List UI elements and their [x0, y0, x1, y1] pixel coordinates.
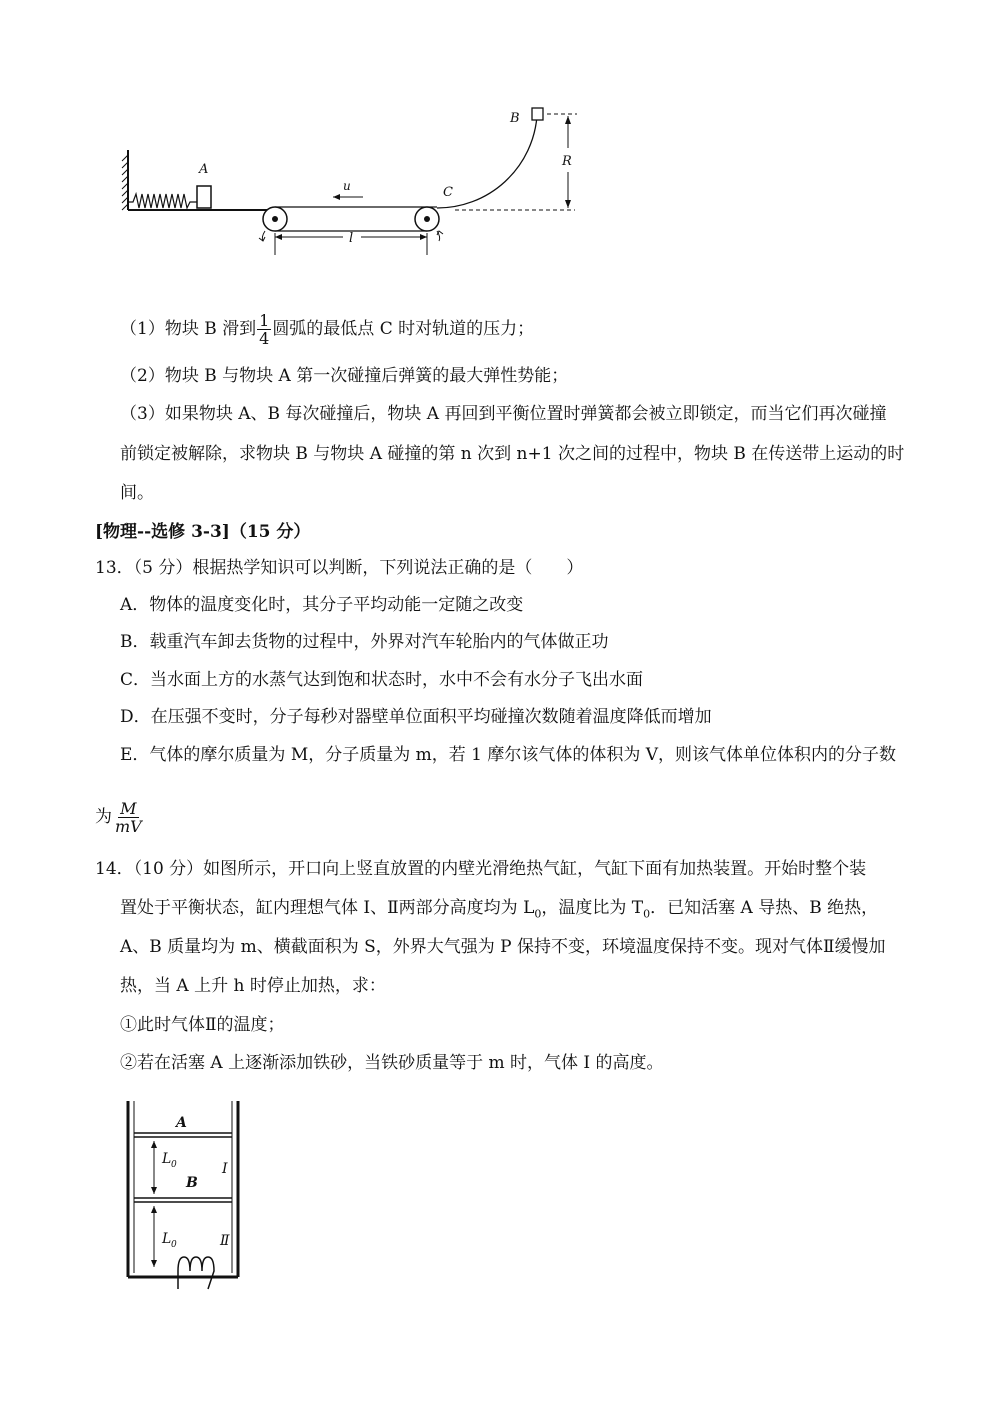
label-a: A: [199, 162, 209, 177]
block-b: [532, 108, 543, 120]
q14-line1: 14．（10 分）如图所示，开口向上竖直放置的内壁光滑绝热气缸，气缸下面有加热装置。开始时整个装: [95, 859, 867, 879]
q12-part3-line1: （3）如果物块 A、B 每次碰撞后，物块 A 再回到平衡位置时弹簧都会被立即锁定，而当它们再次碰撞: [120, 404, 887, 424]
q14-sub2: ②若在活塞 A 上逐渐添加铁砂，当铁砂质量等于 m 时，气体 I 的高度。: [120, 1053, 664, 1073]
conveyor-diagram: [115, 100, 595, 270]
l0-bottom-label: L: [162, 1231, 172, 1247]
label-r: R: [562, 154, 572, 169]
heater-icon: [178, 1257, 214, 1289]
svg-text:0: 0: [171, 1160, 177, 1170]
q13-option-b: B．载重汽车卸去货物的过程中，外界对汽车轮胎内的气体做正功: [120, 632, 609, 652]
label-l: l: [349, 231, 354, 246]
q14-line4: 热，当 A 上升 h 时停止加热，求：: [120, 976, 386, 996]
label-u: u: [343, 179, 351, 193]
label-b: B: [510, 111, 520, 126]
q12-part1: （1）物块 B 滑到 $\frac{1}{4}$ 圆弧的最低点 C 时对轨道的压力；: [120, 311, 535, 348]
q13-option-a: A．物体的温度变化时，其分子平均动能一定随之改变: [120, 595, 524, 615]
piston-a-label: A: [176, 1115, 187, 1131]
q13-option-d: D．在压强不变时，分子每秒对器壁单位面积平均碰撞次数随着温度降低而增加: [120, 707, 712, 727]
q14-line3: A、B 质量均为 m、横截面积为 S，外界大气强为 P 保持不变，环境温度保持不变。现对气体Ⅱ缓慢加: [120, 937, 886, 957]
gas-ii-label: Ⅱ: [220, 1233, 230, 1249]
molecule-fraction: $\frac{M}{mV}$: [115, 799, 142, 836]
q13-stem: 13．（5 分）根据热学知识可以判断，下列说法正确的是（ ）: [95, 558, 584, 578]
q13-option-e-cont: 为 $\frac{M}{mV}$: [95, 799, 142, 836]
q12-part3-line3: 间。: [120, 483, 154, 503]
gas-i-label: I: [222, 1161, 228, 1177]
q13-option-e: E．气体的摩尔质量为 M，分子质量为 m，若 1 摩尔该气体的体积为 V，则该气体单位体积内的分子数: [120, 745, 897, 765]
cylinder-diagram: [120, 1095, 250, 1295]
q12-part2: （2）物块 B 与物块 A 第一次碰撞后弹簧的最大弹性势能；: [120, 366, 569, 386]
q14-sub1: ①此时气体Ⅱ的温度；: [120, 1015, 285, 1035]
q12-part3-line2: 前锁定被解除，求物块 B 与物块 A 碰撞的第 n 次到 n+1 次之间的过程中，物块 B 在传送带上运动的时: [120, 444, 905, 464]
quarter-fraction: $\frac{1}{4}$: [259, 311, 270, 348]
label-c: C: [443, 185, 453, 200]
piston-b-label: B: [186, 1175, 198, 1191]
block-a: [197, 186, 211, 208]
section-header: [物理--选修 3-3]（15 分）: [95, 522, 311, 542]
svg-text:0: 0: [171, 1240, 177, 1250]
l0-top-label: L: [162, 1151, 172, 1167]
q13-option-c: C．当水面上方的水蒸气达到饱和状态时，水中不会有水分子飞出水面: [120, 670, 644, 690]
q14-line2: 置处于平衡状态，缸内理想气体 I、Ⅱ两部分高度均为 $L_0$，温度比为 $T_0$．已知活塞 A 导热、B 绝热，: [120, 898, 879, 921]
